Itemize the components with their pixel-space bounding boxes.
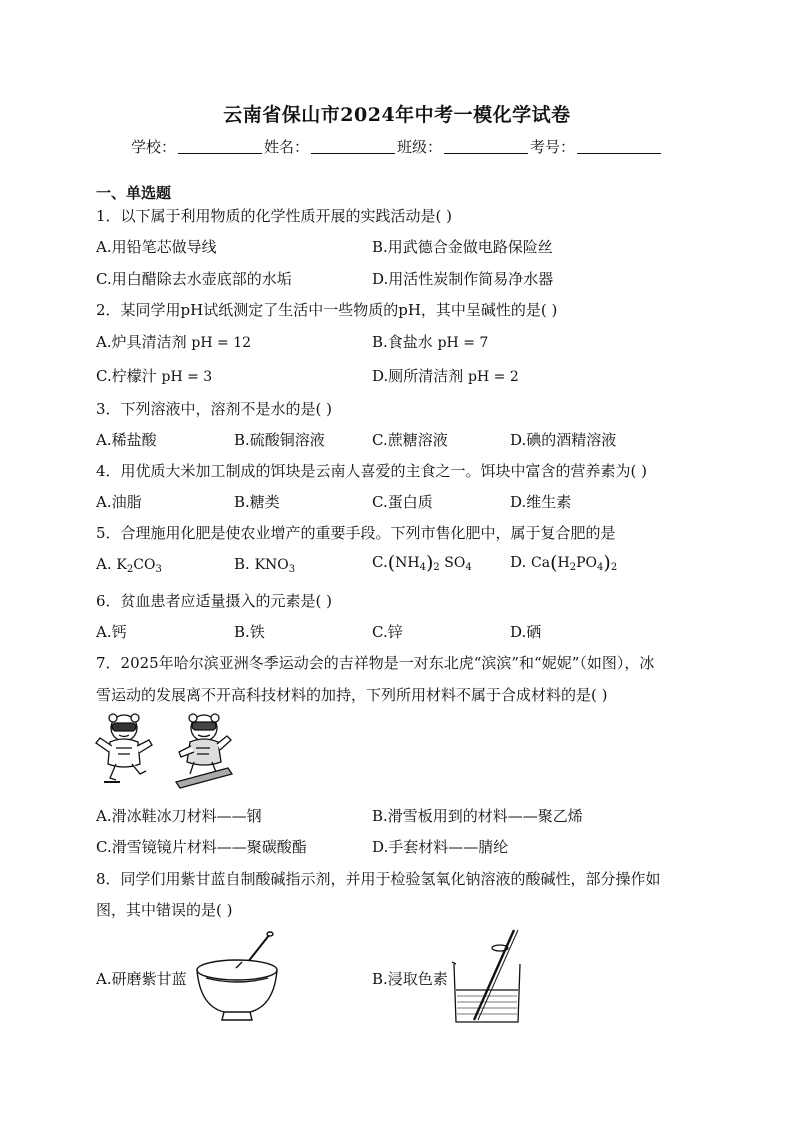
q2-option-b-label: B.食盐水 [372, 333, 433, 351]
mortar-and-pestle-icon [192, 928, 282, 1024]
question-4-stem: 4．用优质大米加工制成的饵块是云南人喜爱的主食之一。饵块中富含的营养素为( ) [96, 462, 648, 480]
q2-option-c-label: C.柠檬汁 [96, 367, 157, 385]
q7-option-d: D.手套材料——腈纶 [372, 838, 509, 856]
school-blank[interactable] [178, 139, 262, 154]
q2-option-b [372, 331, 488, 352]
q2-option-b-ph: pH = 7 [437, 335, 489, 351]
q4-option-b: B.糖类 [234, 493, 280, 511]
class-label: 班级： [397, 138, 443, 156]
question-7-stem-line-2: 雪运动的发展离不开高科技材料的加持，下列所用材料不属于合成材料的是( ) [96, 686, 608, 704]
q4-option-c: C.蛋白质 [372, 493, 433, 511]
q7-option-b: B.滑雪板用到的材料——聚乙烯 [372, 807, 583, 825]
question-6-stem: 6．贫血患者应适量摄入的元素是( ) [96, 592, 333, 610]
beaker-with-glass-rod-icon [448, 926, 528, 1026]
q3-option-c: C.蔗糖溶液 [372, 431, 448, 449]
number-label: 考号： [530, 138, 576, 156]
q2-option-c [96, 365, 212, 386]
school-label: 学校： [130, 138, 176, 156]
q7-option-c: C.滑雪镜镜片材料——聚碳酸酯 [96, 838, 307, 856]
q1-option-c: C.用白醋除去水壶底部的水垢 [96, 270, 292, 288]
class-blank[interactable] [444, 139, 528, 154]
q5-option-d-letter: D. [510, 553, 527, 571]
q3-option-a: A.稀盐酸 [96, 431, 157, 449]
q5-option-a-letter: A. [96, 555, 112, 573]
q4-option-d: D.维生素 [510, 493, 572, 511]
q7-option-a: A.滑冰鞋冰刀材料——钢 [96, 807, 262, 825]
question-8-stem-line-1: 8．同学们用紫甘蓝自制酸碱指示剂，并用于检验氢氧化钠溶液的酸碱性，部分操作如 [96, 870, 661, 888]
q1-option-d: D.用活性炭制作简易净水器 [372, 270, 554, 288]
q3-option-d: D.碘的酒精溶液 [510, 431, 617, 449]
q2-option-a [96, 331, 251, 352]
q5-option-b [234, 555, 295, 575]
name-blank[interactable] [311, 139, 395, 154]
question-3-stem: 3．下列溶液中，溶剂不是水的是( ) [96, 400, 333, 418]
q2-option-d [372, 365, 519, 386]
question-5-stem: 5．合理施用化肥是使农业增产的重要手段。下列市售化肥中，属于复合肥的是 [96, 524, 616, 542]
q4-option-a: A.油脂 [96, 493, 142, 511]
q6-option-a: A.钙 [96, 623, 127, 641]
q5-option-c-letter: C. [372, 553, 388, 571]
name-label: 姓名： [263, 138, 309, 156]
q6-option-c: C.锌 [372, 623, 403, 641]
q2-option-a-ph: pH = 12 [191, 335, 252, 351]
q8-option-a: A.研磨紫甘蓝 [96, 970, 187, 988]
q2-option-a-label: A.炉具清洁剂 [96, 333, 187, 351]
q5-formula-ca-h2po4-2: $Ca(H_2PO_4)_2$ [531, 552, 618, 574]
q3-option-b: B.硫酸铜溶液 [234, 431, 325, 449]
q5-formula-nh4-2so4: $(NH_4)_2$ $SO_4$ [387, 552, 472, 574]
q2-option-d-ph: pH = 2 [468, 369, 519, 385]
q5-option-d [510, 552, 617, 574]
mascot-binbin-skating-icon [94, 712, 156, 790]
question-7-stem-line-1: 7．2025年哈尔滨亚洲冬季运动会的吉祥物是一对东北虎“滨滨”和“妮妮”（如图），冰 [96, 654, 655, 672]
q5-option-a [96, 555, 162, 575]
q1-option-a: A.用铅笔芯做导线 [96, 238, 217, 256]
q6-option-d: D.硒 [510, 623, 542, 641]
q5-formula-k2co3: $K_2CO_3$ [116, 557, 162, 575]
q6-option-b: B.铁 [234, 623, 265, 641]
q8-option-b: B.浸取色素 [372, 970, 448, 988]
q2-option-d-label: D.厕所清洁剂 [372, 367, 464, 385]
section-title: 一、单选题 [96, 184, 172, 202]
question-8-stem-line-2: 图，其中错误的是( ) [96, 901, 233, 919]
q2-option-c-ph: pH = 3 [161, 369, 213, 385]
q1-option-b: B.用武德合金做电路保险丝 [372, 238, 553, 256]
q5-option-b-letter: B. [234, 555, 250, 573]
student-info-row [0, 136, 794, 157]
mascot-nini-snowboarding-icon [170, 712, 236, 794]
q5-formula-kno3: $KNO_3$ [254, 557, 296, 575]
q5-option-c [372, 552, 472, 574]
number-blank[interactable] [577, 139, 661, 154]
question-2-stem: 2．某同学用pH试纸测定了生活中一些物质的pH，其中呈碱性的是( ) [96, 301, 558, 319]
question-1-stem: 1．以下属于利用物质的化学性质开展的实践活动是( ) [96, 207, 453, 225]
page-title: 云南省保山市2024年中考一模化学试卷 [223, 104, 571, 126]
